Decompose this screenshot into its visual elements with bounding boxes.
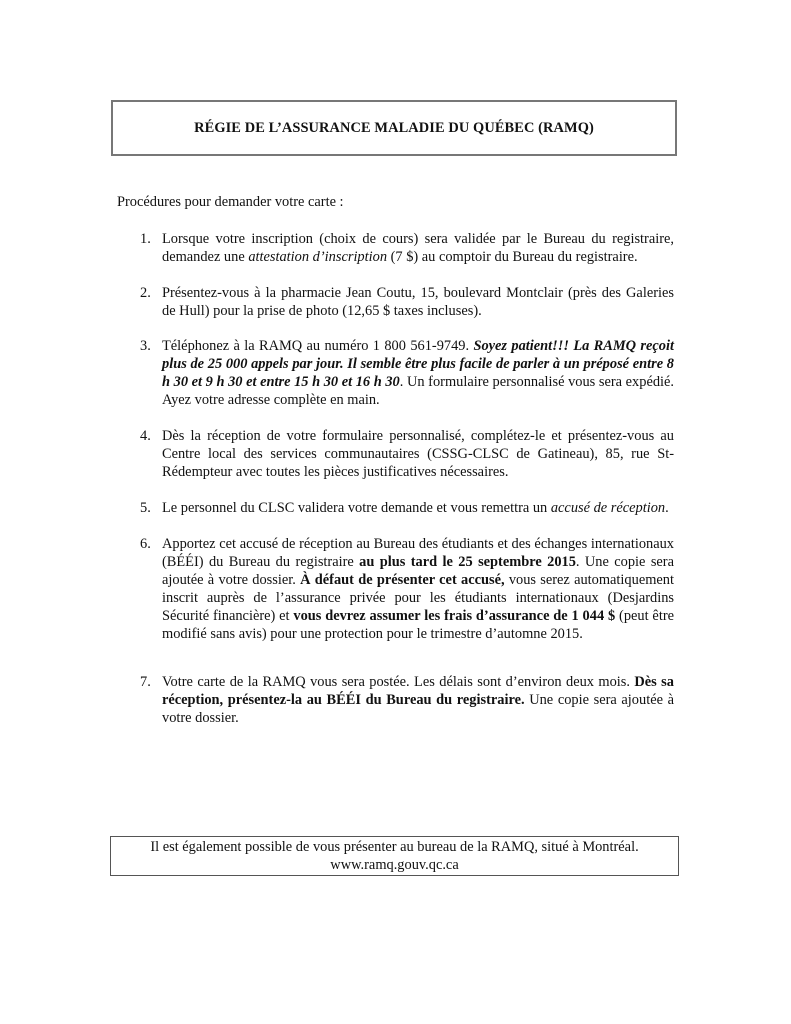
step-text-segment: Présentez-vous à la pharmacie Jean Coutu, 15, boulevard Montclair (près des Galeries de Hull) pour la prise de photo (12,65 $ taxes incluses). <box>162 285 674 319</box>
step-item <box>117 673 674 727</box>
title-box <box>111 100 677 156</box>
step-item <box>117 535 674 643</box>
step-text-segment: Une copie sera ajoutée à votre dossier. <box>162 692 674 726</box>
page-title: RÉGIE DE L’ASSURANCE MALADIE DU QUÉBEC (RAMQ) <box>194 119 594 136</box>
step-number: 7. <box>140 674 151 690</box>
step-text-segment: Dès la réception de votre formulaire personnalisé, complétez-le et présentez-vous au Centre local des services communautaires (CSSG-CLSC de Gatineau), 85, rue St-Rédempteur avec toutes les pièces justificatives nécessaires. <box>162 428 674 480</box>
step-text-segment: Soyez patient!!! La RAMQ reçoit plus de 25 000 appels par jour. Il semble être plus facile de parler à un préposé entre 8 h 30 et 9 h 30 et entre 15 h 30 et 16 h 30 <box>162 338 675 390</box>
step-text-segment: Le personnel du CLSC validera votre demande et vous remettra un <box>162 500 551 516</box>
footer-note: Il est également possible de vous présenter au bureau de la RAMQ, situé à Montréal. <box>150 839 639 855</box>
step-number: 2. <box>140 285 151 301</box>
step-number: 1. <box>140 231 151 247</box>
step-number: 5. <box>140 500 151 516</box>
step-text-segment: Lorsque votre inscription (choix de cours) sera validée par le Bureau du registraire, demandez une <box>162 231 674 265</box>
step-text-segment: attestation d’inscription <box>248 249 388 265</box>
step-text-segment: vous devrez assumer les frais d’assurance de 1 044 $ <box>293 608 616 624</box>
step-text-segment: Dès sa réception, présentez-la au BÉÉI du Bureau du registraire. <box>162 674 674 708</box>
step-text-segment: . <box>665 500 669 516</box>
intro-text: Procédures pour demander votre carte : <box>117 194 344 210</box>
step-number: 4. <box>140 428 151 444</box>
step-text-segment: (7 $) au comptoir du Bureau du registraire. <box>387 249 638 265</box>
step-text-segment: au plus tard le 25 septembre 2015 <box>359 554 576 570</box>
footer-box <box>110 836 679 876</box>
steps-list <box>117 230 674 727</box>
step-text-segment: vous serez automatiquement inscrit auprès de l’assurance privée pour les étudiants internationaux (Desjardins Sécurité financière) et <box>162 572 674 624</box>
step-item <box>117 284 674 320</box>
footer-url: www.ramq.gouv.qc.ca <box>330 857 459 873</box>
step-item <box>117 230 674 266</box>
step-text-segment: Apportez cet accusé de réception au Bureau des étudiants et des échanges internationaux (BÉÉI) du Bureau du registraire <box>162 536 674 570</box>
step-text-segment: À défaut de présenter cet accusé, <box>300 572 505 588</box>
step-item <box>117 337 674 409</box>
step-text-segment: . Un formulaire personnalisé vous sera expédié. Ayez votre adresse complète en main. <box>162 374 675 408</box>
step-text-segment: accusé de réception <box>550 500 666 516</box>
step-item <box>117 499 674 517</box>
step-text-segment: Votre carte de la RAMQ vous sera postée. Les délais sont d’environ deux mois. <box>162 674 635 690</box>
step-number: 3. <box>140 338 151 354</box>
step-text-segment: Téléphonez à la RAMQ au numéro 1 800 561-9749. <box>162 338 474 354</box>
step-text-segment: (peut être modifié sans avis) pour une protection pour le trimestre d’automne 2015. <box>162 608 674 642</box>
step-text-segment: . Une copie sera ajoutée à votre dossier. <box>162 554 674 588</box>
step-item <box>117 427 674 481</box>
step-number: 6. <box>140 536 151 552</box>
